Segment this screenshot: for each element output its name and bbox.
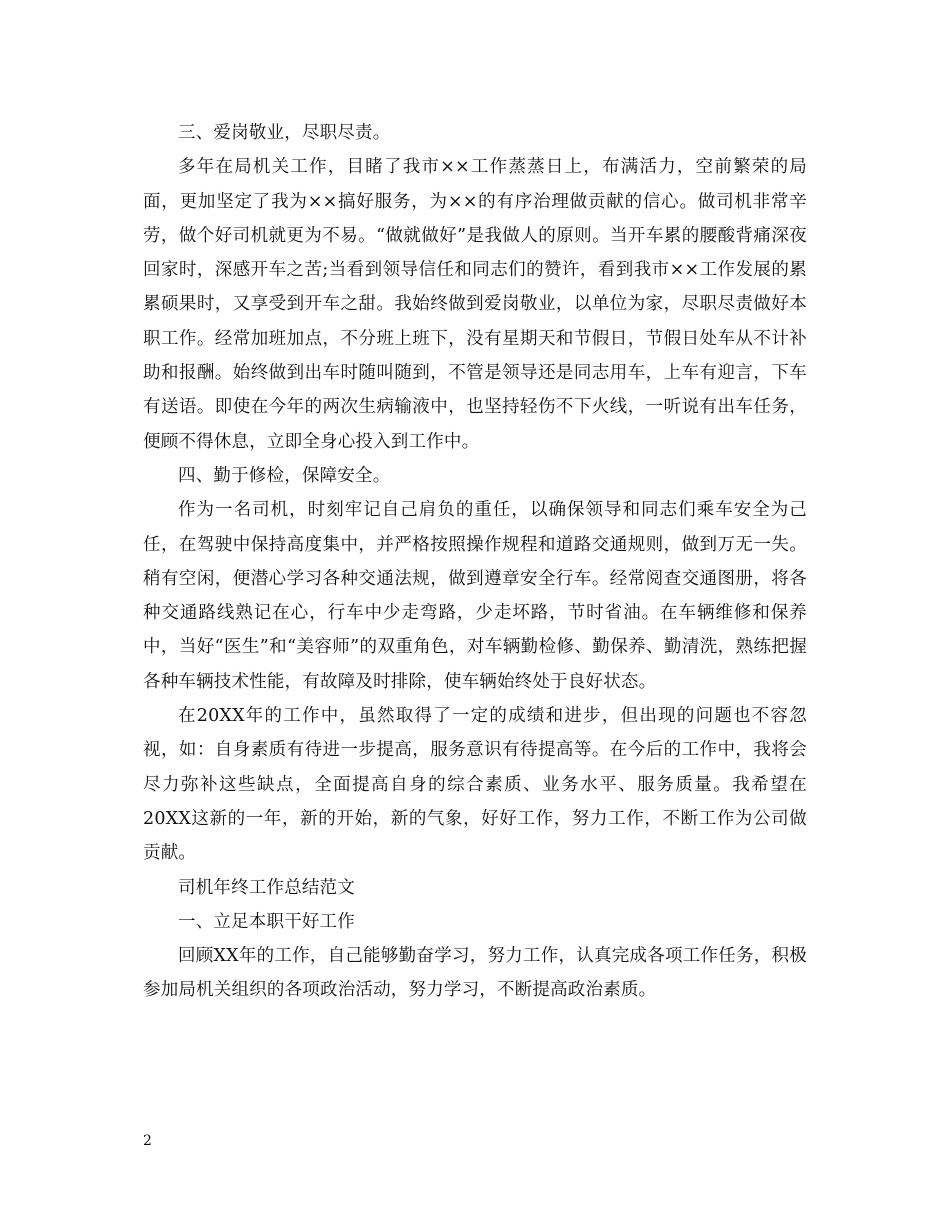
section-heading-3: 三、爱岗敬业，尽职尽责。 bbox=[178, 123, 391, 143]
section-heading-4: 四、勤于修检，保障安全。 bbox=[178, 465, 391, 486]
paragraph-dedication: 多年在局机关工作，目睹了我市××工作蒸蒸日上，布满活力，空前繁荣的局面，更加坚定了我为××搞好服务，为××的有序治理做贡献的信心。做司机非常辛劳，做个好司机就更为不易。“做就做好”是我做人的原则。当开车累的腰酸背痛深夜回家时，深感开车之苦;当看到领导信任和同志们的赞许，看到我市××工作发展的累累硕果时，又享受到开车之甜。我始终做到爱岗敬业，以单位为家，尽职尽责做好本职工作。经常加班加点，不分班上班下，没有星期天和节假日，节假日处车从不计补助和报酬。始终做到出车时随叫随到，不管是领导还是同志用车，上车有迎言，下车有送语。即使在今年的两次生病输液中，也坚持轻伤不下火线，一听说有出车任务，便顾不得休息，立即全身心投入到工作中。 bbox=[143, 157, 807, 452]
document-subtitle: 司机年终工作总结范文 bbox=[178, 877, 355, 898]
paragraph-maintenance-safety: 作为一名司机，时刻牢记自己肩负的重任，以确保领导和同志们乘车安全为己任，在驾驶中保持高度集中，并严格按照操作规程和道路交通规则，做到万无一失。稍有空闲，便潜心学习各种交通法规，做到遵章安全行车。经常阅查交通图册，将各种交通路线熟记在心，行车中少走弯路，少走坏路，节时省油。在车辆维修和保养中，当好“医生”和“美容师”的双重角色，对车辆勤检修、勤保养、勤清洗，熟练把握各种车辆技术性能，有故障及时排除，使车辆始终处于良好状态。 bbox=[143, 500, 807, 692]
document-body bbox=[143, 116, 807, 1008]
paragraph-review: 回顾XX年的工作，自己能够勤奋学习，努力工作，认真完成各项工作任务，积极参加局机关组织的各项政治活动，努力学习，不断提高政治素质。 bbox=[143, 946, 807, 1001]
page-number: 2 bbox=[143, 1133, 152, 1149]
section-heading-1: 一、立足本职干好工作 bbox=[178, 911, 355, 932]
paragraph-summary: 在20XX年的工作中，虽然取得了一定的成绩和进步，但出现的问题也不容忽视，如：自身素质有待进一步提高，服务意识有待提高等。在今后的工作中，我将会尽力弥补这些缺点，全面提高自身的综合素质、业务水平、服务质量。我希望在20XX这新的一年，新的开始，新的气象，好好工作，努力工作，不断工作为公司做贡献。 bbox=[143, 706, 807, 864]
